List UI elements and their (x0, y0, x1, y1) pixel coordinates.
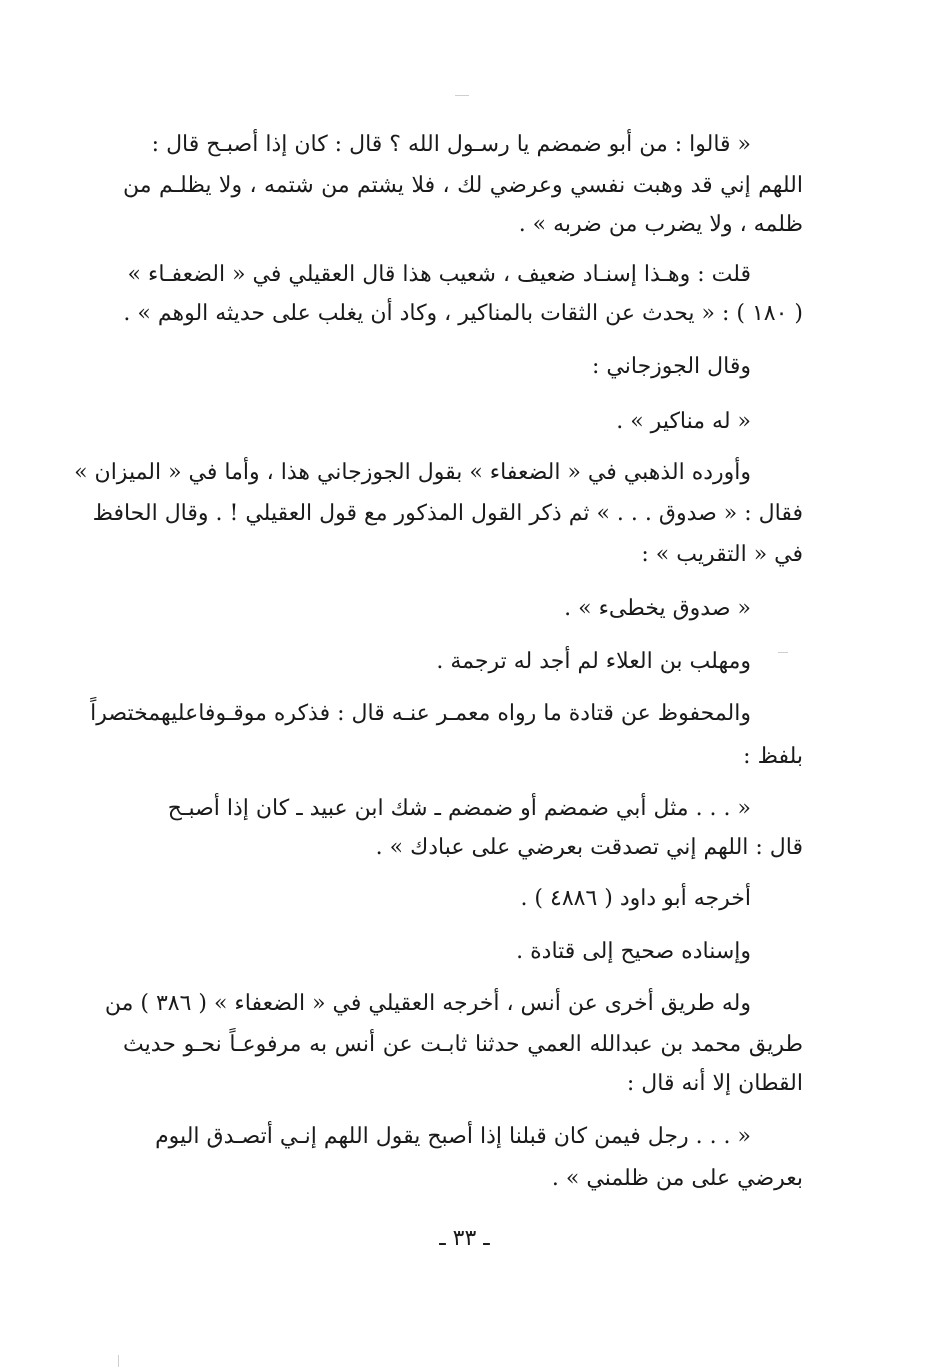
text-line: « قالوا : من أبو ضمضم يا رسـول الله ؟ قال : كان إذا أصبـح قال : (151, 132, 751, 157)
text-line: « . . . مثل أبي ضمضم أو ضمضم ـ شك ابن عبيد ـ كان إذا أصبـح (167, 796, 751, 821)
text-line: طريق محمد بن عبدالله العمي حدثنا ثابـت عن أنس به مرفوعـاً نحـو حديث (123, 1032, 803, 1057)
text-line: بعرضي على من ظلمني » . (551, 1166, 803, 1191)
text-line: « له مناكير » . (616, 409, 751, 434)
scan-mark (778, 652, 788, 653)
text-line: القطان إلا أنه قال : (626, 1071, 803, 1096)
text-line: بلفظ : (743, 744, 803, 769)
text-line: اللهم إني قد وهبت نفسي وعرضي لك ، فلا يشتم من شتمه ، ولا يظلـم من (123, 173, 803, 198)
scan-mark (118, 1355, 119, 1367)
text-line: وقال الجوزجاني : (592, 354, 751, 379)
text-line: وله طريق أخرى عن أنس ، أخرجه العقيلي في « الضعفاء » ( ٣٨٦ ) من (104, 991, 751, 1016)
scan-mark (455, 95, 469, 96)
text-line: في « التقريب » : (641, 542, 803, 567)
text-line: فقال : « صدوق . . . » ثم ذكر القول المذكور مع قول العقيلي ! . وقال الحافظ (92, 501, 803, 526)
text-line: ( ١٨٠ ) : « يحدث عن الثقات بالمناكير ، وكاد أن يغلب على حديثه الوهم » . (123, 301, 803, 326)
text-line: ظلمه ، ولا يضرب من ضربه » . (518, 212, 803, 237)
text-line: وأورده الذهبي في « الضعفاء » بقول الجوزجاني هذا ، وأما في « الميزان » (74, 460, 751, 485)
text-line: أخرجه أبو داود ( ٤٨٨٦ ) . (520, 886, 751, 911)
text-line: قال : اللهم إني تصدقت بعرضي على عبادك » . (375, 835, 803, 860)
text-line: « . . . رجل فيمن كان قبلنا إذا أصبح يقول اللهم إنـي أتصـدق اليوم (155, 1124, 751, 1149)
text-line: والمحفوظ عن قتادة ما رواه معمـر عنـه قال : فذكره موقـوفاعليهمختصراً (90, 701, 751, 726)
text-line: ومهلب بن العلاء لم أجد له ترجمة . (436, 649, 751, 674)
text-line: وإسناده صحيح إلى قتادة . (516, 939, 751, 964)
text-line: قلت : وهـذا إسنـاد ضعيف ، شعيب هذا قال العقيلي في « الضعفـاء » (127, 262, 751, 287)
page-number: ـ ٣٣ ـ (439, 1226, 490, 1251)
text-line: « صدوق يخطىء » . (564, 596, 751, 621)
